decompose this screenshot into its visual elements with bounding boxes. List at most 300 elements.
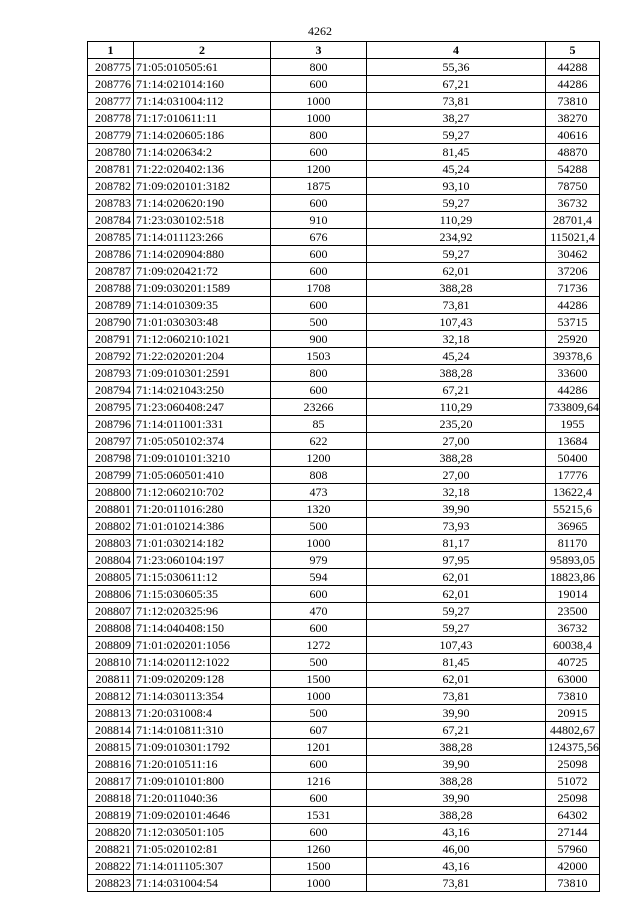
rate-cell: 59,27 (367, 195, 546, 212)
cadastral-number-cell: 71:14:030113:354 (134, 688, 271, 705)
row-number-cell: 208812 (88, 688, 134, 705)
area-cell: 676 (271, 229, 367, 246)
area-cell: 800 (271, 59, 367, 76)
value-cell: 13622,4 (546, 484, 600, 501)
cadastral-number-cell: 71:09:020209:128 (134, 671, 271, 688)
table-row (88, 807, 600, 824)
rate-cell: 234,92 (367, 229, 546, 246)
row-number-cell: 208787 (88, 263, 134, 280)
table-row (88, 518, 600, 535)
area-cell: 808 (271, 467, 367, 484)
row-number-cell: 208777 (88, 93, 134, 110)
value-cell: 71736 (546, 280, 600, 297)
rate-cell: 39,90 (367, 501, 546, 518)
area-cell: 85 (271, 416, 367, 433)
table-row (88, 365, 600, 382)
row-number-cell: 208779 (88, 127, 134, 144)
rate-cell: 67,21 (367, 722, 546, 739)
area-cell: 473 (271, 484, 367, 501)
value-cell: 38270 (546, 110, 600, 127)
table-body (88, 59, 600, 892)
table-row (88, 76, 600, 93)
area-cell: 600 (271, 76, 367, 93)
area-cell: 1000 (271, 93, 367, 110)
rate-cell: 388,28 (367, 739, 546, 756)
area-cell: 1200 (271, 161, 367, 178)
table-row (88, 59, 600, 76)
table-row (88, 637, 600, 654)
row-number-cell: 208785 (88, 229, 134, 246)
value-cell: 73810 (546, 688, 600, 705)
area-cell: 500 (271, 705, 367, 722)
area-cell: 1272 (271, 637, 367, 654)
header-row (88, 42, 600, 59)
value-cell: 73810 (546, 875, 600, 892)
table-row (88, 722, 600, 739)
cadastral-number-cell: 71:20:011040:36 (134, 790, 271, 807)
rate-cell: 43,16 (367, 824, 546, 841)
area-cell: 1000 (271, 875, 367, 892)
row-number-cell: 208781 (88, 161, 134, 178)
area-cell: 1320 (271, 501, 367, 518)
table-row (88, 110, 600, 127)
cadastral-number-cell: 71:01:030214:182 (134, 535, 271, 552)
table-row (88, 654, 600, 671)
rate-cell: 235,20 (367, 416, 546, 433)
value-cell: 60038,4 (546, 637, 600, 654)
row-number-cell: 208806 (88, 586, 134, 603)
value-cell: 13684 (546, 433, 600, 450)
rate-cell: 81,45 (367, 144, 546, 161)
area-cell: 23266 (271, 399, 367, 416)
value-cell: 25098 (546, 790, 600, 807)
rate-cell: 32,18 (367, 484, 546, 501)
value-cell: 55215,6 (546, 501, 600, 518)
area-cell: 600 (271, 246, 367, 263)
row-number-cell: 208807 (88, 603, 134, 620)
value-cell: 23500 (546, 603, 600, 620)
cadastral-number-cell: 71:14:031004:54 (134, 875, 271, 892)
cadastral-number-cell: 71:14:031004:112 (134, 93, 271, 110)
row-number-cell: 208808 (88, 620, 134, 637)
table-row (88, 416, 600, 433)
value-cell: 44286 (546, 76, 600, 93)
table-row (88, 399, 600, 416)
rate-cell: 67,21 (367, 382, 546, 399)
cadastral-number-cell: 71:14:011001:331 (134, 416, 271, 433)
area-cell: 1260 (271, 841, 367, 858)
area-cell: 600 (271, 824, 367, 841)
rate-cell: 73,81 (367, 875, 546, 892)
table-row (88, 535, 600, 552)
table-row (88, 161, 600, 178)
rate-cell: 107,43 (367, 637, 546, 654)
table-row (88, 297, 600, 314)
rate-cell: 110,29 (367, 212, 546, 229)
table-row (88, 127, 600, 144)
column-header-4: 4 (367, 42, 546, 59)
table-row (88, 824, 600, 841)
rate-cell: 388,28 (367, 807, 546, 824)
area-cell: 600 (271, 620, 367, 637)
column-header-3: 3 (271, 42, 367, 59)
table-header (88, 42, 600, 59)
value-cell: 28701,4 (546, 212, 600, 229)
row-number-cell: 208809 (88, 637, 134, 654)
row-number-cell: 208784 (88, 212, 134, 229)
table-row (88, 875, 600, 892)
area-cell: 470 (271, 603, 367, 620)
area-cell: 600 (271, 263, 367, 280)
cadastral-number-cell: 71:09:010301:1792 (134, 739, 271, 756)
area-cell: 800 (271, 365, 367, 382)
table-row (88, 501, 600, 518)
cadastral-number-cell: 71:23:060408:247 (134, 399, 271, 416)
row-number-cell: 208800 (88, 484, 134, 501)
cadastral-number-cell: 71:14:020605:186 (134, 127, 271, 144)
table-row (88, 841, 600, 858)
value-cell: 40616 (546, 127, 600, 144)
area-cell: 600 (271, 195, 367, 212)
column-header-1: 1 (88, 42, 134, 59)
rate-cell: 73,81 (367, 93, 546, 110)
cadastral-number-cell: 71:01:030303:48 (134, 314, 271, 331)
value-cell: 30462 (546, 246, 600, 263)
rate-cell: 59,27 (367, 127, 546, 144)
area-cell: 500 (271, 518, 367, 535)
cadastral-number-cell: 71:20:031008:4 (134, 705, 271, 722)
value-cell: 1955 (546, 416, 600, 433)
value-cell: 64302 (546, 807, 600, 824)
cadastral-number-cell: 71:22:020201:204 (134, 348, 271, 365)
area-cell: 500 (271, 654, 367, 671)
row-number-cell: 208804 (88, 552, 134, 569)
value-cell: 36732 (546, 620, 600, 637)
rate-cell: 62,01 (367, 671, 546, 688)
cadastral-number-cell: 71:23:030102:518 (134, 212, 271, 229)
row-number-cell: 208799 (88, 467, 134, 484)
table-row (88, 603, 600, 620)
table-row (88, 756, 600, 773)
value-cell: 44286 (546, 297, 600, 314)
value-cell: 33600 (546, 365, 600, 382)
cadastral-number-cell: 71:05:010505:61 (134, 59, 271, 76)
cadastral-number-cell: 71:14:021014:160 (134, 76, 271, 93)
cadastral-number-cell: 71:14:010309:35 (134, 297, 271, 314)
cadastral-number-cell: 71:12:060210:1021 (134, 331, 271, 348)
row-number-cell: 208780 (88, 144, 134, 161)
rate-cell: 27,00 (367, 467, 546, 484)
rate-cell: 93,10 (367, 178, 546, 195)
table-row (88, 212, 600, 229)
value-cell: 36732 (546, 195, 600, 212)
row-number-cell: 208782 (88, 178, 134, 195)
value-cell: 40725 (546, 654, 600, 671)
rate-cell: 39,90 (367, 756, 546, 773)
cadastral-number-cell: 71:09:010101:3210 (134, 450, 271, 467)
table-row (88, 484, 600, 501)
rate-cell: 107,43 (367, 314, 546, 331)
row-number-cell: 208792 (88, 348, 134, 365)
area-cell: 1875 (271, 178, 367, 195)
row-number-cell: 208813 (88, 705, 134, 722)
cadastral-number-cell: 71:09:010301:2591 (134, 365, 271, 382)
cadastral-number-cell: 71:14:010811:310 (134, 722, 271, 739)
cadastral-number-cell: 71:20:010511:16 (134, 756, 271, 773)
cadastral-number-cell: 71:14:020634:2 (134, 144, 271, 161)
row-number-cell: 208822 (88, 858, 134, 875)
rate-cell: 110,29 (367, 399, 546, 416)
row-number-cell: 208817 (88, 773, 134, 790)
row-number-cell: 208798 (88, 450, 134, 467)
row-number-cell: 208811 (88, 671, 134, 688)
rate-cell: 73,81 (367, 297, 546, 314)
area-cell: 600 (271, 756, 367, 773)
table-row (88, 229, 600, 246)
cadastral-number-cell: 71:09:020101:3182 (134, 178, 271, 195)
row-number-cell: 208793 (88, 365, 134, 382)
table-row (88, 331, 600, 348)
table-row (88, 382, 600, 399)
cadastral-number-cell: 71:15:030611:12 (134, 569, 271, 586)
table-row (88, 620, 600, 637)
rate-cell: 81,45 (367, 654, 546, 671)
cadastral-number-cell: 71:14:020112:1022 (134, 654, 271, 671)
value-cell: 81170 (546, 535, 600, 552)
rate-cell: 62,01 (367, 263, 546, 280)
row-number-cell: 208818 (88, 790, 134, 807)
value-cell: 44802,67 (546, 722, 600, 739)
value-cell: 53715 (546, 314, 600, 331)
table-row (88, 467, 600, 484)
table-row (88, 705, 600, 722)
value-cell: 25098 (546, 756, 600, 773)
area-cell: 1503 (271, 348, 367, 365)
area-cell: 910 (271, 212, 367, 229)
row-number-cell: 208783 (88, 195, 134, 212)
rate-cell: 38,27 (367, 110, 546, 127)
row-number-cell: 208805 (88, 569, 134, 586)
area-cell: 979 (271, 552, 367, 569)
rate-cell: 73,93 (367, 518, 546, 535)
cadastral-number-cell: 71:14:040408:150 (134, 620, 271, 637)
area-cell: 1000 (271, 688, 367, 705)
rate-cell: 67,21 (367, 76, 546, 93)
rate-cell: 59,27 (367, 603, 546, 620)
area-cell: 1531 (271, 807, 367, 824)
table-row (88, 263, 600, 280)
area-cell: 607 (271, 722, 367, 739)
rate-cell: 59,27 (367, 620, 546, 637)
column-header-2: 2 (134, 42, 271, 59)
row-number-cell: 208786 (88, 246, 134, 263)
table-row (88, 790, 600, 807)
area-cell: 500 (271, 314, 367, 331)
column-header-5: 5 (546, 42, 600, 59)
rate-cell: 62,01 (367, 586, 546, 603)
cadastral-number-cell: 71:14:011123:266 (134, 229, 271, 246)
area-cell: 600 (271, 297, 367, 314)
rate-cell: 45,24 (367, 161, 546, 178)
row-number-cell: 208803 (88, 535, 134, 552)
rate-cell: 45,24 (367, 348, 546, 365)
rate-cell: 43,16 (367, 858, 546, 875)
table-row (88, 195, 600, 212)
value-cell: 18823,86 (546, 569, 600, 586)
area-cell: 622 (271, 433, 367, 450)
row-number-cell: 208821 (88, 841, 134, 858)
value-cell: 37206 (546, 263, 600, 280)
cadastral-number-cell: 71:23:060104:197 (134, 552, 271, 569)
table-row (88, 688, 600, 705)
cadastral-number-cell: 71:14:020904:880 (134, 246, 271, 263)
table-row (88, 314, 600, 331)
table-row (88, 739, 600, 756)
row-number-cell: 208810 (88, 654, 134, 671)
area-cell: 800 (271, 127, 367, 144)
value-cell: 44286 (546, 382, 600, 399)
area-cell: 1000 (271, 535, 367, 552)
value-cell: 48870 (546, 144, 600, 161)
cadastral-number-cell: 71:09:030201:1589 (134, 280, 271, 297)
value-cell: 20915 (546, 705, 600, 722)
area-cell: 600 (271, 144, 367, 161)
rate-cell: 59,27 (367, 246, 546, 263)
cadastral-number-cell: 71:09:020101:4646 (134, 807, 271, 824)
value-cell: 78750 (546, 178, 600, 195)
cadastral-number-cell: 71:01:010214:386 (134, 518, 271, 535)
area-cell: 900 (271, 331, 367, 348)
value-cell: 73810 (546, 93, 600, 110)
table-row (88, 586, 600, 603)
row-number-cell: 208819 (88, 807, 134, 824)
table-row (88, 348, 600, 365)
value-cell: 44288 (546, 59, 600, 76)
row-number-cell: 208790 (88, 314, 134, 331)
area-cell: 1200 (271, 450, 367, 467)
rate-cell: 27,00 (367, 433, 546, 450)
row-number-cell: 208802 (88, 518, 134, 535)
rate-cell: 388,28 (367, 773, 546, 790)
rate-cell: 55,36 (367, 59, 546, 76)
row-number-cell: 208791 (88, 331, 134, 348)
area-cell: 594 (271, 569, 367, 586)
area-cell: 1708 (271, 280, 367, 297)
cadastral-number-cell: 71:17:010611:11 (134, 110, 271, 127)
table-row (88, 552, 600, 569)
registry-table (87, 41, 600, 892)
value-cell: 54288 (546, 161, 600, 178)
area-cell: 1201 (271, 739, 367, 756)
value-cell: 50400 (546, 450, 600, 467)
cadastral-number-cell: 71:09:010101:800 (134, 773, 271, 790)
table-row (88, 178, 600, 195)
cadastral-number-cell: 71:05:050102:374 (134, 433, 271, 450)
value-cell: 51072 (546, 773, 600, 790)
value-cell: 39378,6 (546, 348, 600, 365)
value-cell: 27144 (546, 824, 600, 841)
table-row (88, 858, 600, 875)
area-cell: 1500 (271, 858, 367, 875)
cadastral-number-cell: 71:05:020102:81 (134, 841, 271, 858)
row-number-cell: 208776 (88, 76, 134, 93)
value-cell: 57960 (546, 841, 600, 858)
value-cell: 733809,64 (546, 399, 600, 416)
row-number-cell: 208820 (88, 824, 134, 841)
value-cell: 63000 (546, 671, 600, 688)
rate-cell: 46,00 (367, 841, 546, 858)
rate-cell: 388,28 (367, 365, 546, 382)
table-row (88, 773, 600, 790)
rate-cell: 81,17 (367, 535, 546, 552)
area-cell: 1216 (271, 773, 367, 790)
cadastral-number-cell: 71:12:030501:105 (134, 824, 271, 841)
row-number-cell: 208789 (88, 297, 134, 314)
value-cell: 17776 (546, 467, 600, 484)
table-row (88, 280, 600, 297)
cadastral-number-cell: 71:12:020325:96 (134, 603, 271, 620)
row-number-cell: 208823 (88, 875, 134, 892)
area-cell: 1000 (271, 110, 367, 127)
table-row (88, 569, 600, 586)
rate-cell: 388,28 (367, 450, 546, 467)
value-cell: 42000 (546, 858, 600, 875)
table-row (88, 671, 600, 688)
row-number-cell: 208814 (88, 722, 134, 739)
table-row (88, 93, 600, 110)
cadastral-number-cell: 71:09:020421:72 (134, 263, 271, 280)
rate-cell: 39,90 (367, 705, 546, 722)
rate-cell: 388,28 (367, 280, 546, 297)
cadastral-number-cell: 71:20:011016:280 (134, 501, 271, 518)
area-cell: 600 (271, 382, 367, 399)
cadastral-number-cell: 71:01:020201:1056 (134, 637, 271, 654)
cadastral-number-cell: 71:14:011105:307 (134, 858, 271, 875)
cadastral-number-cell: 71:22:020402:136 (134, 161, 271, 178)
value-cell: 115021,4 (546, 229, 600, 246)
row-number-cell: 208794 (88, 382, 134, 399)
row-number-cell: 208795 (88, 399, 134, 416)
value-cell: 36965 (546, 518, 600, 535)
row-number-cell: 208816 (88, 756, 134, 773)
value-cell: 25920 (546, 331, 600, 348)
row-number-cell: 208775 (88, 59, 134, 76)
rate-cell: 97,95 (367, 552, 546, 569)
rate-cell: 62,01 (367, 569, 546, 586)
row-number-cell: 208796 (88, 416, 134, 433)
area-cell: 600 (271, 790, 367, 807)
cadastral-number-cell: 71:05:060501:410 (134, 467, 271, 484)
rate-cell: 39,90 (367, 790, 546, 807)
rate-cell: 73,81 (367, 688, 546, 705)
cadastral-number-cell: 71:14:020620:190 (134, 195, 271, 212)
cadastral-number-cell: 71:12:060210:702 (134, 484, 271, 501)
table-row (88, 450, 600, 467)
table-row (88, 433, 600, 450)
value-cell: 95893,05 (546, 552, 600, 569)
value-cell: 19014 (546, 586, 600, 603)
table-row (88, 246, 600, 263)
row-number-cell: 208801 (88, 501, 134, 518)
page-number: 4262 (308, 24, 332, 38)
value-cell: 124375,56 (546, 739, 600, 756)
row-number-cell: 208778 (88, 110, 134, 127)
rate-cell: 32,18 (367, 331, 546, 348)
row-number-cell: 208797 (88, 433, 134, 450)
row-number-cell: 208788 (88, 280, 134, 297)
cadastral-number-cell: 71:14:021043:250 (134, 382, 271, 399)
area-cell: 1500 (271, 671, 367, 688)
